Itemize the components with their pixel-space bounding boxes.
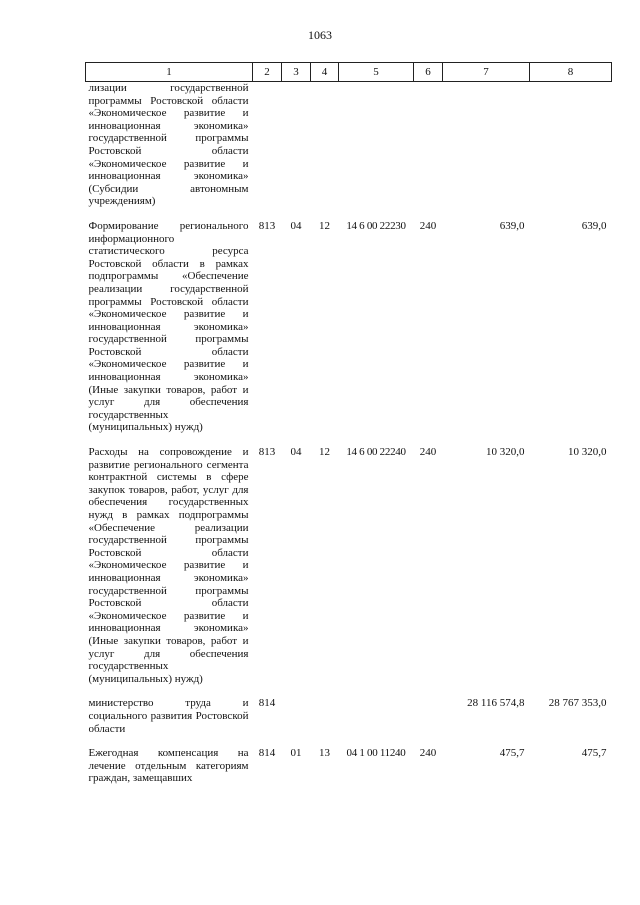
vr-cell: 240 <box>419 219 437 232</box>
vr-cell: 240 <box>419 747 437 760</box>
budget-table <box>85 62 612 797</box>
row-name: Формирование регионального информационного статистического ресурса Ростовской области в рамках подпрограммы «Обеспечение реализации государственной программы Ростовской области «Экономическое развитие и инновационная экономика» государственной программы Ростовской области «Экономическое развитие и инновационная экономика» (Иные закупки товаров, работ и услуг для обеспечения государственных (муниципальных) нужд) <box>88 219 249 434</box>
row-name: министерство труда и социального развития Ростовской области <box>88 697 249 735</box>
column-header: 5 <box>339 63 414 82</box>
sum1-cell: 639,0 <box>499 219 525 232</box>
row-name: Расходы на сопровождение и развитие регионального сегмента контрактной системы в сфере закупок товаров, работ, услуг для обеспечения государственных нужд в рамках подпрограммы «Обеспечение реализации государственной программы Ростовской области «Экономическое развитие и инновационная экономика» государственной программы Ростовской области «Экономическое развитие и инновационная экономика» (Иные закупки товаров, работ и услуг для обеспечения государственных (муниципальных) нужд) <box>88 446 249 685</box>
csr-cell <box>339 82 414 220</box>
sum2-cell: 639,0 <box>581 219 607 232</box>
pr-cell <box>311 697 339 747</box>
sum1-cell <box>443 82 530 220</box>
column-header: 7 <box>443 63 530 82</box>
vr-cell <box>414 697 443 747</box>
sum1-cell: 28 116 574,8 <box>467 697 525 710</box>
sum2-cell: 10 320,0 <box>568 446 607 459</box>
csr-cell: 14 6 00 22230 <box>346 219 406 232</box>
rz-cell <box>282 697 311 747</box>
ved-cell: 813 <box>258 446 276 459</box>
row-name: лизации государственной программы Ростовской области «Экономическое развитие и инновационная экономика» государственной программы Ростовской области «Экономическое развитие и инновационная экономика» (Субсидии автономным учреждениям) <box>88 82 249 208</box>
column-header: 1 <box>86 63 253 82</box>
page-number: 1063 <box>308 28 332 42</box>
ved-cell: 814 <box>258 697 276 710</box>
rz-cell <box>282 82 311 220</box>
pr-cell: 12 <box>319 219 330 232</box>
ved-cell: 814 <box>258 747 276 760</box>
pr-cell: 12 <box>319 446 330 459</box>
table-row <box>86 220 612 446</box>
table-row <box>86 82 612 220</box>
ved-cell <box>253 82 282 220</box>
table-row <box>86 747 612 797</box>
pr-cell <box>311 82 339 220</box>
rz-cell: 04 <box>290 446 302 459</box>
column-header: 6 <box>414 63 443 82</box>
sum2-cell: 28 767 353,0 <box>548 697 607 710</box>
column-header: 2 <box>253 63 282 82</box>
column-header: 8 <box>530 63 612 82</box>
rz-cell: 01 <box>290 747 302 760</box>
row-name: Ежегодная компенсация на лечение отдельным категориям граждан, замещавших <box>88 747 249 785</box>
table-row <box>86 446 612 697</box>
ved-cell: 813 <box>258 219 276 232</box>
header-row <box>86 63 612 82</box>
vr-cell: 240 <box>419 446 437 459</box>
column-header: 3 <box>282 63 311 82</box>
pr-cell: 13 <box>319 747 330 760</box>
sum1-cell: 10 320,0 <box>486 446 525 459</box>
sum1-cell: 475,7 <box>499 747 525 760</box>
sum2-cell <box>530 82 612 220</box>
rz-cell: 04 <box>290 219 302 232</box>
csr-cell: 14 6 00 22240 <box>346 446 406 459</box>
csr-cell: 04 1 00 11240 <box>346 747 406 760</box>
csr-cell <box>339 697 414 747</box>
sum2-cell: 475,7 <box>581 747 607 760</box>
table-row <box>86 697 612 747</box>
vr-cell <box>414 82 443 220</box>
column-header: 4 <box>311 63 339 82</box>
